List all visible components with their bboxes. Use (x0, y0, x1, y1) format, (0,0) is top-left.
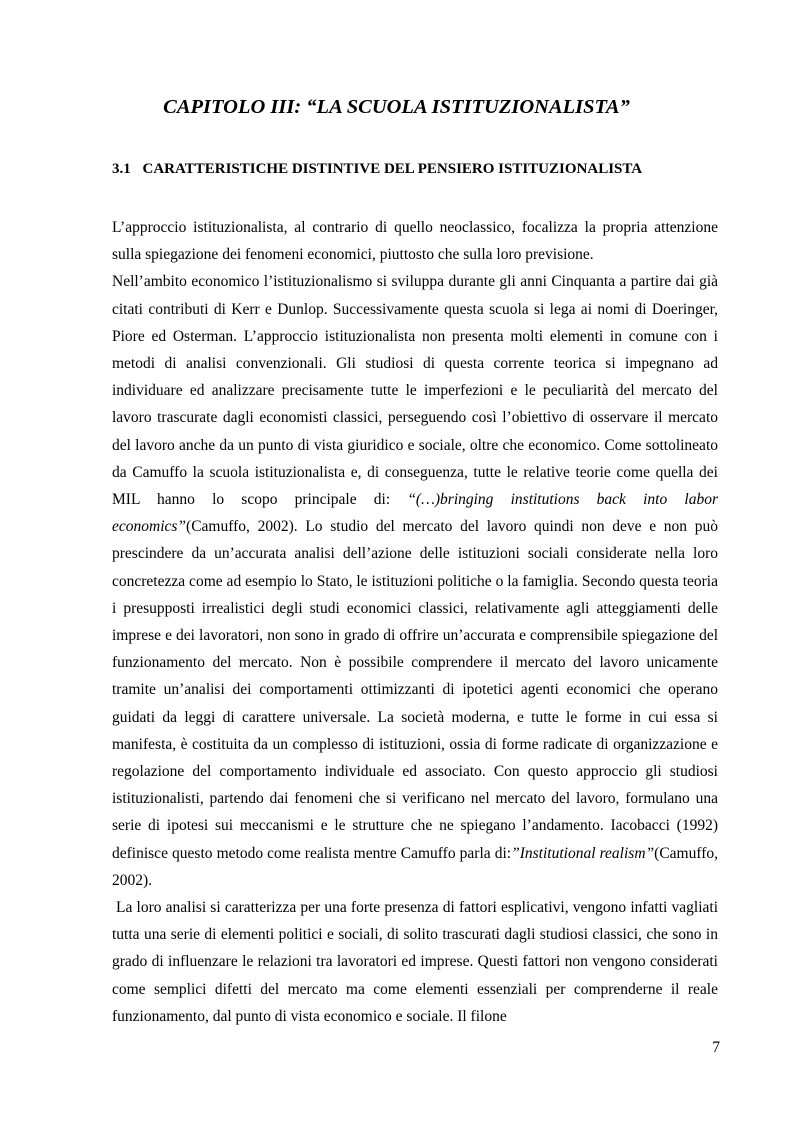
section-number: 3.1 (112, 161, 131, 177)
section-heading (112, 159, 712, 179)
page-number: 7 (712, 1039, 720, 1056)
section-title: CARATTERISTICHE DISTINTIVE DEL PENSIERO ISTITUZIONALISTA (142, 161, 643, 177)
paragraph: La loro analisi si caratterizza per una forte presenza di fattori esplicativi, vengono infatti vagliati tutta una serie di elementi politici e sociali, di solito trascurati dagli studiosi classici, che sono in grado di influenzare le relazioni tra lavoratori ed imprese. Questi fattori non vengono considerati come semplici difetti del mercato ma come elementi essenziali per comprenderne il reale funzionamento, dal punto di vista economico e sociale. Il filone (112, 899, 718, 1025)
paragraph-text: (Camuffo, 2002). (112, 844, 719, 889)
paragraph (112, 268, 718, 894)
quote-institutional-realism: ”Institutional realism” (511, 844, 655, 862)
paragraph-text: (Camuffo, 2002). Lo studio del mercato del lavoro quindi non deve e non può prescindere da un’accurata analisi dell’azione delle istituzioni sociali considerate nella loro concretezza come ad esempio lo Stato, le istituzioni politiche o la famiglia. Secondo questa teoria i presupposti irrealistici degli studi economici classici, relativamente agli atteggiamenti delle imprese e dei lavoratori, non sono in grado di offrire un’accurata e comprensibile spiegazione del funzionamento del mercato. Non è possibile comprendere il mercato del lavoro unicamente tramite un’analisi dei comportamenti ottimizzanti di ipotetici agenti economici che operano guidati da leggi di carattere universale. La società moderna, e tutte le forme in cui essa si manifesta, è costituita da un complesso di istituzioni, ossia di forme radicate di organizzazione e regolazione del comportamento individuale ed associato. Con questo approccio gli studiosi istituzionalisti, partendo dai fenomeni che si verificano nel mercato del lavoro, formulano una serie di ipotesi sui meccanismi e le strutture che ne spiegano l’andamento. Iacobacci (1992) definisce questo metodo come realista mentre Camuffo parla di: (112, 518, 718, 862)
paragraph-text: Nell’ambito economico l’istituzionalismo si sviluppa durante gli anni Cinquanta a partire dai già citati contributi di Kerr e Dunlop. Successivamente questa scuola si lega ai nomi di Doeringer, Piore ed Osterman. L’approccio istituzionalista non presenta molti elementi in comune con i metodi di analisi convenzionali. Gli studiosi di questa corrente teorica si impegnano ad individuare ed analizzare precisamente tutte le imperfezioni e le peculiarità del mercato del lavoro trascurate dagli economisti classici, perseguendo così l’obiettivo di osservare il mercato del lavoro anche da un punto di vista giuridico e sociale, oltre che economico. Come sottolineato da Camuffo la scuola istituzionalista e, di conseguenza, tutte le relative teorie come quella dei MIL hanno lo scopo principale di: (112, 273, 718, 509)
body-text (112, 214, 718, 1030)
paragraph: L’approccio istituzionalista, al contrario di quello neoclassico, focalizza la propria attenzione sulla spiegazione dei fenomeni economici, piuttosto che sulla loro previsione. (112, 219, 718, 264)
chapter-title: CAPITOLO III: “LA SCUOLA ISTITUZIONALISTA” (163, 96, 630, 118)
quote-bringing-institutions: “(…)bringing institutions back into labor economics” (112, 491, 718, 536)
